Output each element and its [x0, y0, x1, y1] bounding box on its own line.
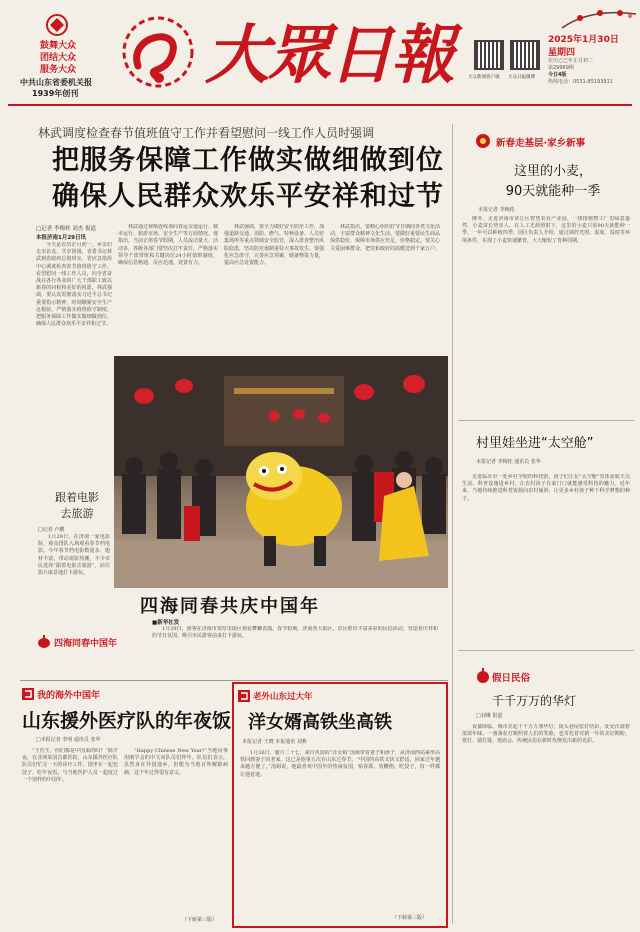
masthead-rule [8, 104, 632, 106]
lead-byline: □记者 李梅桂 刘杰 报道 [36, 226, 96, 232]
left-brief-paragraph: 1月29日，在济南一家电影院，观众排队入场观看春节档电影。今年春节档电影数量多、题材丰富，带动观影热潮，不少市民选择“跟着电影去旅游”，前往影片取景地打卡游玩。 [38, 534, 110, 577]
founded-line: 1939年创刊 [32, 89, 79, 98]
plum-blossom-decoration-icon [560, 4, 638, 32]
bottom-mid-text [124, 748, 228, 916]
story1-text [462, 216, 630, 416]
qr-label: 大众新闻客户端 [468, 75, 500, 80]
lead-paragraph: 林武通过视频连线询问春运交通运行、城市运行、旅游市场、安全生产等方面情况。他指出，当前正值春节假期，人员流动量大、活动多，各级各部门要坚决扛牢责任，严格落实领导干部带班和关键岗位24小时值班制度，确保信息畅通、反应迅速、处置有力。 [118, 224, 218, 267]
photo-caption [152, 626, 438, 648]
slogan: 鼓舞大众 [39, 41, 76, 51]
left-brief-title [42, 490, 112, 522]
holiday-tag-text: 假日民俗 [492, 673, 531, 684]
hotline: 热线电话：0531-85193911 [548, 79, 613, 85]
box-tag [238, 690, 358, 704]
qr-code-icon [510, 40, 540, 70]
story1-byline: 本报记者 李梅桂 [478, 207, 515, 213]
lunar-date: 农历乙巳年正月初二 [548, 58, 594, 64]
spring-festival-label-text: 四海同春中国年 [54, 639, 118, 649]
left-brief-title-line: 跟着电影 [55, 491, 99, 504]
lead-paragraph: 今天是农历正月初一，乡亲们走亲访友、共享团圆，省委书记林武到省政府总值班室、省应急指挥中心调度检查春节值班值守工作，看望慰问一线工作人员，向全省奋战在各行各业的广大干部职工致以新春的问候和美好的祝愿。林武强调，要认真贯彻落实习近平总书记重要指示精神，时刻绷紧安全生产这根弦，严格落实值班值守制度，把服务保障工作做实做细做到位，确保人民群众欢乐平安祥和过节。 [36, 242, 112, 328]
photo-credit: ■新华社发 [152, 620, 180, 626]
lead-headline: 把服务保障工作做实做细做到位 [52, 145, 444, 176]
newspaper-title: 大眾日報 [205, 18, 453, 93]
story2-title: 村里娃坐进“太空舱” [476, 436, 594, 451]
box-tag-text: 老外山东过大年 [253, 692, 313, 702]
page-count: 今日4版 [548, 72, 567, 78]
lead-paragraph: 林武强调，要全力做好安全防范工作，加强道路交通、消防、燃气、特种设备、人员密集场所等重点领域安全监管，深入排查整治风险隐患，坚决防范遏制重特大事故发生。要强化应急值守，完善应急预案，储备物资力量，提高应急处置能力。 [224, 224, 324, 267]
snake-decoration-icon [118, 6, 198, 98]
lantern-icon [36, 634, 52, 650]
story1-title [478, 162, 628, 202]
story3-paragraph: 夜幕降临，城市亮起千千万万盏华灯，街头巷尾张灯结彩，处处洋溢着浓浓年味。一盏盏花灯映照着人们的笑脸，也寄托着对新一年的美好期盼。赏灯、猜灯谜、逛庙会，传统民俗在新时代焕发出新的光彩。 [462, 724, 630, 745]
box-text [240, 750, 440, 910]
story3-text [462, 724, 630, 924]
section-divider [458, 420, 634, 421]
slogan-list [26, 40, 90, 76]
box-title: 洋女婿高铁坐高铁 [248, 712, 392, 733]
qr-code-icon [474, 40, 504, 70]
lead-kicker: 林武调度检查春节值班值守工作并看望慰问一线工作人员时强调 [38, 126, 375, 140]
bottom-left-text [22, 748, 118, 924]
bottom-left-tag [22, 688, 162, 702]
lantern-icon [476, 668, 490, 684]
story1-title-line: 90天就能种一季 [505, 184, 601, 199]
issue-weekday: 星期四 [548, 48, 576, 58]
story2-paragraph: 走进临沂市一处乡村学校的科技馆，孩子们正在“太空舱”里体验航天员生活。科普设施进乡村，让农村孩子在家门口就能感受科技的魅力。近年来，当地持续推进科普资源向农村倾斜，让更多乡村孩子种下科学梦想的种子。 [462, 474, 630, 502]
lead-column [118, 224, 218, 360]
flower-icon [474, 132, 492, 150]
bottom-left-title: 山东援外医疗队的年夜饭 [22, 710, 232, 732]
newspaper-logo-icon [42, 14, 72, 36]
holiday-tag [476, 668, 556, 686]
box-byline: 本报记者 王晓 本报通讯 刘燕 [242, 739, 307, 745]
spring-festival-label [36, 634, 144, 650]
lead-column [36, 242, 112, 360]
bottom-left-paragraph: “王医生，你们都是中国来的吗？”除夕夜，在非洲某国首都医院，山东援外医疗队队员们忙完一天的诊疗工作，围坐在一起包饺子、吃年夜饭，与当地医护人员一起度过一个别样的中国年。 [22, 748, 118, 783]
date-block [548, 32, 634, 86]
right-section-tag [474, 132, 624, 152]
lead-column [224, 224, 324, 360]
story2-text [462, 474, 630, 644]
qr-label: 大众日报微博 [508, 75, 535, 80]
lead-dateline: 本报济南1月29日讯 [36, 235, 86, 241]
publisher-line: 中共山东省委机关报 [20, 78, 92, 87]
left-brief-text [38, 534, 110, 590]
left-brief-title-line: 去旅游 [60, 507, 94, 520]
emblem-icon [238, 690, 250, 702]
box-paragraph: 1月26日，腊月二十七，来自英国的“洋女婿”汤姆带着妻子和孩子，从济南西站乘坐高铁回到妻子的老家。这已是他第五次在山东过春节。“中国的高铁又快又舒适，回家过年越来越方便了。”汤姆说，他最喜欢中国年的热闹氛围，贴春联、放鞭炮、吃饺子，每一样都让他着迷。 [240, 750, 440, 778]
story1-title-line: 这里的小麦， [513, 164, 592, 179]
bottom-left-tag-text: 我的海外中国年 [37, 691, 101, 701]
bottom-left-byline: □本报记者 李明 通讯员 张华 [36, 737, 101, 743]
issue-number: 第29969期 [548, 65, 574, 71]
story2-byline: 本报记者 李梅桂 通讯员 张华 [476, 459, 541, 465]
bottom-divider [20, 680, 448, 681]
box-continued-note: （下转第三版） [392, 915, 428, 921]
photo-caption-title: 四海同春共庆中国年 [140, 596, 320, 617]
story1-paragraph: 隆冬，走进济南市章丘区智慧农业产业园，一排排植物工厂里绿意盎然，小麦苗长势喜人。在人工光源照射下，这里的小麦只需90天就能种一季，一年可以种植四季。园区负责人介绍，通过调控光照、温度、湿度等环境条件，实现了小麦快速繁育，大大缩短了育种周期。 [462, 216, 630, 244]
lead-column [330, 224, 440, 360]
section-divider [458, 650, 634, 651]
column-divider [452, 124, 453, 924]
right-section-tag-text: 新春走基层·家乡新事 [496, 138, 586, 149]
continued-note: （下转第三版） [182, 917, 218, 923]
issue-date: 2025年1月30日 [548, 35, 619, 45]
slogan: 团结大众 [39, 53, 76, 63]
lion-dance-photo [114, 356, 448, 588]
emblem-icon [22, 688, 34, 700]
lead-headline: 确保人民群众欢乐平安祥和过节 [52, 181, 444, 212]
slogan: 服务大众 [39, 65, 76, 75]
story3-byline: □刘琳 报道 [476, 713, 503, 719]
photo-caption-text: 1月29日，游客在济南市宽厚里街区观看舞狮表演。春节假期，济南各大街区、景区推出丰富多彩的民俗活动，营造喜庆祥和的节日氛围，吸引市民游客前来打卡游玩。 [152, 626, 438, 640]
left-brief-byline: □记者 卢鹏 [38, 527, 65, 533]
bottom-mid-paragraph: “Happy Chinese New Year!”当地同事用刚学会的中文向队员们拜年。队员们表示，虽然身在异国他乡，但能为当地百姓解除病痛，这个年过得很有意义。 [124, 748, 228, 776]
story3-title: 千千万万的华灯 [492, 694, 577, 708]
lead-paragraph: 林武指出，要精心组织好节日期间各类文化活动，丰富群众精神文化生活。要做好重要民生商品保供稳价，保障市场供应充足、价格稳定。要关心关爱困难群众，把党和政府的温暖送到千家万户。 [330, 224, 440, 252]
